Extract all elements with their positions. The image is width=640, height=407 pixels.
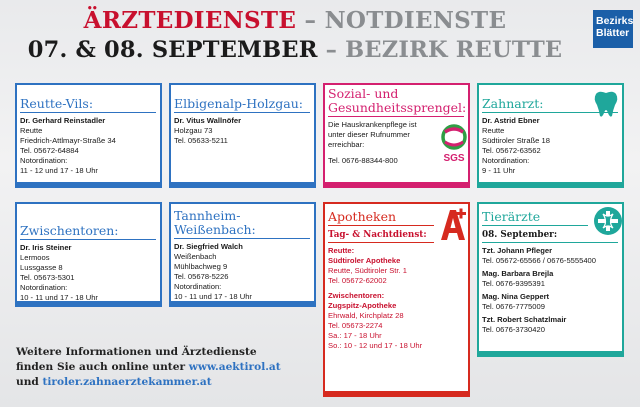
divider: [174, 112, 310, 113]
info-line: unter dieser Rufnummer: [328, 130, 410, 139]
card-title-line-1: Tannheim-: [174, 208, 241, 223]
location: Weißenbach: [174, 252, 217, 261]
hours-saturday: Sa.: 17 - 18 Uhr: [328, 331, 382, 340]
divider: [20, 112, 156, 113]
headline-separator: –: [317, 37, 346, 63]
logo-line-1: Bezirks: [596, 15, 634, 27]
card-body: [479, 116, 622, 176]
pharmacy-a-icon: [439, 208, 467, 242]
card-title: Zwischentoren:: [20, 223, 119, 238]
address: Reutte, Südtiroler Str. 1: [328, 266, 407, 275]
notordination-label: Notordination:: [482, 156, 530, 165]
card-body: [171, 116, 314, 146]
card-title: Zahnarzt:: [482, 96, 544, 111]
address: Friedrich-Attlmayr-Straße 34: [20, 136, 116, 145]
doctor-name: Dr. Vitus Wallnöfer: [174, 116, 242, 125]
card-subtitle: 08. September:: [482, 230, 558, 240]
divider: [174, 238, 310, 239]
logo-line-2: Blätter: [596, 27, 630, 39]
notordination-label: Notordination:: [20, 156, 68, 165]
card-title: Apotheken: [328, 209, 397, 224]
sgs-logo-icon: [439, 123, 469, 165]
phone: Tel. 05678-5226: [174, 272, 229, 281]
card-zahnarzt: [477, 83, 624, 188]
footer-text: und: [16, 376, 43, 388]
footer-line-3: [16, 375, 281, 390]
tooth-icon: [591, 89, 621, 119]
card-reutte-vils: [15, 83, 162, 188]
card-body: [171, 242, 314, 302]
region-label: Zwischentoren:: [328, 291, 385, 300]
card-title: Elbigenalp-Holzgau:: [174, 96, 303, 111]
doctor-name: Dr. Astrid Ebner: [482, 116, 540, 125]
address: Südtiroler Straße 18: [482, 136, 550, 145]
hours: 9 - 11 Uhr: [482, 166, 516, 175]
pharmacy-name: Zugspitz-Apotheke: [328, 301, 397, 310]
bezirksblaetter-logo: [593, 10, 633, 48]
footer-line-1: Weitere Informationen und Ärztedienste: [16, 346, 257, 358]
card-title-line-1: Sozial- und: [328, 86, 399, 101]
headline-line-1: [0, 7, 590, 34]
address: Holzgau 73: [174, 126, 213, 135]
address: Lussgasse 8: [20, 263, 63, 272]
headline-region: BEZIRK REUTTE: [345, 37, 563, 63]
vet-name: Tzt. Johann Pfleger: [482, 246, 553, 255]
region-label: Reutte:: [328, 246, 355, 255]
card-subtitle: Tag- & Nachtdienst:: [328, 230, 427, 240]
notordination-label: Notordination:: [174, 282, 222, 291]
info-line: Die Hauskrankenpflege ist: [328, 120, 417, 129]
card-sozial-gesundheitssprengel: [323, 83, 470, 188]
phone: Tel. 05673-2274: [328, 321, 383, 330]
card-title-line-2: Gesundheitssprengel:: [328, 100, 467, 115]
aektirol-link[interactable]: www.aektirol.at: [188, 361, 281, 373]
headline-date: 07. & 08. SEPTEMBER: [27, 37, 318, 63]
vet-name: Mag. Nina Geppert: [482, 292, 550, 301]
hours: 11 - 12 und 17 - 18 Uhr: [20, 166, 98, 175]
phone: Tel. 05672-64884: [20, 146, 79, 155]
doctor-name: Dr. Iris Steiner: [20, 243, 72, 252]
phone: Tel. 05672-62002: [328, 276, 387, 285]
vet-phone: Tel. 05672-65566 / 0676-5555400: [482, 256, 597, 265]
footer-info: [16, 345, 281, 390]
location: Reutte: [20, 126, 43, 135]
footer-text: finden Sie auch online unter: [16, 361, 189, 373]
headline-separator: –: [296, 7, 325, 34]
phone: Tel. 05633-5211: [174, 136, 228, 145]
vet-phone: Tel. 0676-7775009: [482, 302, 545, 311]
veterinary-icon: [593, 206, 623, 236]
pharmacy-name: Südtiroler Apotheke: [328, 256, 401, 265]
footer-line-2: [16, 360, 281, 375]
phone: Tel. 0676-88344-800: [328, 156, 398, 165]
headline-aerztedienste: ÄRZTEDIENSTE: [83, 7, 297, 34]
location: Lermoos: [20, 253, 50, 262]
address: Ehrwald, Kirchplatz 28: [328, 311, 404, 320]
divider: [482, 225, 588, 226]
card-apotheken: [323, 202, 470, 397]
headline-notdienste: NOTDIENSTE: [324, 7, 507, 34]
card-body: [17, 116, 160, 176]
vet-phone: Tel. 0676-3730420: [482, 325, 545, 334]
vet-name: Mag. Barbara Brejla: [482, 269, 554, 278]
card-body: [17, 243, 160, 303]
phone: Tel. 05673-5301: [20, 273, 75, 282]
doctor-name: Dr. Siegfried Walch: [174, 242, 243, 251]
divider: [328, 225, 434, 226]
hours: 10 - 11 und 17 - 18 Uhr: [20, 293, 98, 302]
vet-phone: Tel. 0676-9395391: [482, 279, 545, 288]
phone: Tel. 05672-63562: [482, 146, 541, 155]
card-title-line-2: Weißenbach:: [174, 222, 256, 237]
location: Reutte: [482, 126, 505, 135]
card-title: Tierärzte: [482, 209, 541, 224]
headline-line-2: [0, 37, 590, 63]
card-zwischentoren: [15, 202, 162, 307]
divider: [328, 242, 434, 243]
divider: [20, 239, 156, 240]
card-title: Reutte-Vils:: [20, 96, 94, 111]
divider: [482, 242, 618, 243]
notordination-label: Notordination:: [20, 283, 68, 292]
card-tannheim-weissenbach: [169, 202, 316, 307]
card-tieraerzte: [477, 202, 624, 357]
address: Mühlbachweg 9: [174, 262, 228, 271]
hours: 10 - 11 und 17 - 18 Uhr: [174, 292, 252, 301]
doctor-name: Dr. Gerhard Reinstadler: [20, 116, 106, 125]
vet-name: Tzt. Robert Schatzlmair: [482, 315, 567, 324]
card-body: [325, 246, 468, 351]
sgs-logo-text: SGS: [443, 153, 465, 164]
info-line: erreichbar:: [328, 140, 365, 149]
zahnaerztekammer-link[interactable]: tiroler.zahnaerztekammer.at: [42, 376, 212, 388]
card-body: [479, 246, 622, 335]
divider: [328, 116, 464, 117]
hours-sunday: So.: 10 - 12 und 17 - 18 Uhr: [328, 341, 423, 350]
card-elbigenalp-holzgau: [169, 83, 316, 188]
